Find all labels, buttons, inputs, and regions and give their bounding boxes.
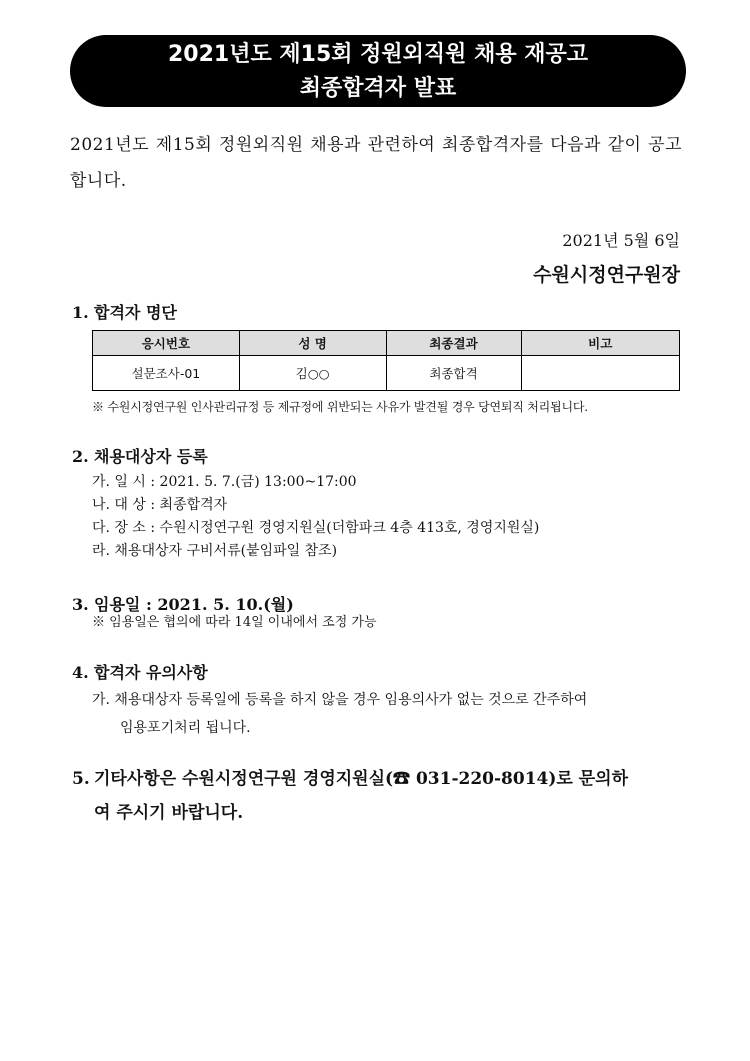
section-5 bbox=[72, 762, 682, 830]
section-2-item-place: 다. 장 소 : 수원시정연구원 경영지원실(더함파크 4층 413호, 경영지원실) bbox=[92, 520, 540, 536]
intro-text: 2021년도 제15회 정원외직원 채용과 관련하여 최종합격자를 다음과 같이 공고합니다. bbox=[70, 135, 682, 191]
col-header-remark: 비고 bbox=[521, 331, 680, 356]
section-4-title bbox=[72, 660, 208, 683]
page-title: 2021년도 제15회 정원외직원 채용 재공고 bbox=[167, 42, 588, 67]
section-2-item-target: 나. 대 상 : 최종합격자 bbox=[92, 497, 228, 513]
section-2-item-date: 가. 일 시 : 2021. 5. 7.(금) 13:00~17:00 bbox=[92, 474, 357, 490]
table-header-row bbox=[93, 331, 680, 356]
col-header-name: 성 명 bbox=[239, 331, 386, 356]
section-4-item-line2: 임용포기처리 됩니다. bbox=[120, 720, 251, 736]
section-1-title bbox=[72, 300, 177, 323]
section-5-number: 5. bbox=[72, 769, 90, 789]
signer-name: 수원시정연구원장 bbox=[533, 264, 680, 286]
section-5-line1: 기타사항은 수원시정연구원 경영지원실(☎ 031-220-8014)로 문의하 bbox=[94, 769, 629, 789]
title-banner bbox=[70, 35, 686, 107]
section-4-number: 4. bbox=[72, 663, 89, 682]
section-1-note: ※ 수원시정연구원 인사관리규정 등 제규정에 위반되는 사유가 발견될 경우 당연퇴직 처리됩니다. bbox=[92, 400, 588, 414]
section-2-item-documents: 라. 채용대상자 구비서류(붙임파일 참조) bbox=[92, 543, 338, 559]
announcement-date: 2021년 5월 6일 bbox=[562, 231, 680, 250]
section-4-item bbox=[92, 686, 680, 742]
section-5-line2: 여 주시기 바랍니다. bbox=[94, 803, 244, 823]
section-2-label: 채용대상자 등록 bbox=[94, 447, 208, 466]
result-table bbox=[92, 330, 680, 391]
cell-exam-no: 설문조사-01 bbox=[93, 356, 240, 391]
col-header-exam-no: 응시번호 bbox=[93, 331, 240, 356]
section-2-title bbox=[72, 444, 208, 467]
col-header-result: 최종결과 bbox=[386, 331, 521, 356]
section-3-note: ※ 임용일은 협의에 따라 14일 이내에서 조정 가능 bbox=[92, 615, 377, 630]
section-1-number: 1. bbox=[72, 303, 89, 322]
cell-name: 김○○ bbox=[239, 356, 386, 391]
section-4-item-line1: 가. 채용대상자 등록일에 등록을 하지 않을 경우 임용의사가 없는 것으로 간주하여 bbox=[92, 692, 588, 708]
section-3-label: 임용일 : 2021. 5. 10.(월) bbox=[94, 595, 294, 614]
table-row bbox=[93, 356, 680, 391]
cell-remark bbox=[521, 356, 680, 391]
section-2-number: 2. bbox=[72, 447, 89, 466]
section-1-label: 합격자 명단 bbox=[94, 303, 177, 322]
cell-result: 최종합격 bbox=[386, 356, 521, 391]
section-4-label: 합격자 유의사항 bbox=[94, 663, 208, 682]
section-3-number: 3. bbox=[72, 595, 89, 614]
page-subtitle: 최종합격자 발표 bbox=[299, 76, 457, 101]
